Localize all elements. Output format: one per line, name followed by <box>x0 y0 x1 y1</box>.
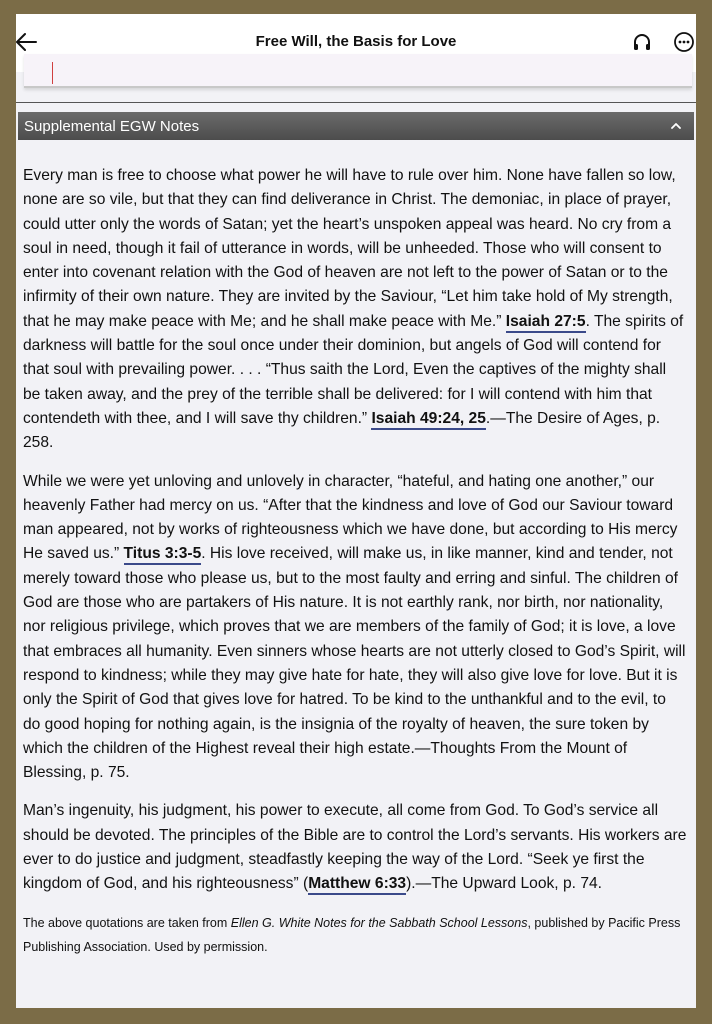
more-options-icon[interactable] <box>672 30 696 54</box>
footnote-text: The above quotations are taken from <box>23 915 231 930</box>
paragraph-3 <box>23 799 687 896</box>
footnote-text: , published by Pacific Press Publishing Association. Used by permission. <box>23 915 681 954</box>
paragraph-text: While we were yet unloving and unlovely in character, “hateful, and hating one another,” our heavenly Father had mercy on us. “After that the kindness and love of God our Saviour toward man appeared, not by works of righteousness which we have done, but according to His mercy He saved us.” <box>23 472 678 563</box>
paragraph-2 <box>23 470 687 786</box>
scripture-link-isaiah-27-5[interactable]: Isaiah 27:5 <box>506 313 586 333</box>
chevron-up-icon[interactable] <box>668 118 684 134</box>
section-title: Supplemental EGW Notes <box>24 118 200 135</box>
attribution-footnote <box>23 911 687 959</box>
divider <box>16 102 696 103</box>
scripture-link-isaiah-49-24[interactable]: Isaiah 49:24, 25 <box>371 410 485 430</box>
footnote-book-title: Ellen G. White Notes for the Sabbath School Lessons <box>230 915 528 930</box>
supplemental-notes-header[interactable] <box>18 112 694 140</box>
paragraph-text: . His love received, will make us, in like manner, kind and tender, not merely toward those who please us, but to the most faulty and erring and sinful. The children of God are those who are partakers of His nature. It is not earthly rank, nor birth, nor nationality, nor religious privilege, which proves that we are members of the family of God; it is love, a love that embraces all humanity. Even sinners whose hearts are not utterly closed to God’s Spirit, will respond to kindness; while they may give hate for hate, they will also give love for love. But it is only the Spirit of God that gives love for hatred. To be kind to the unthankful and to the evil, to do good hoping for nothing again, is the insignia of the royalty of heaven, the sure token by which the children of the Highest reveal their high estate.—Thoughts From the Mount of Blessing, p. 75. <box>23 545 686 782</box>
notes-content <box>23 164 687 973</box>
paragraph-text: . The spirits of darkness will battle for the soul once under their dominion, but angels of God will contend for that soul with prevailing power. . . . “Thus saith the Lord, Even the captives of the mighty shall be taken away, and the prey of the terrible shall be delivered: for I will contend with him that contendeth with thee, and I will save thy children.” <box>23 312 684 427</box>
paragraph-text: Every man is free to choose what power he will have to rule over him. None have fallen so low, none are so vile, but that they can find deliverance in Christ. The demoniac, in place of prayer, could utter only the words of Satan; yet the heart’s unspoken appeal was heard. No cry from a soul in need, though it fail of utterance in words, will be unheeded. Those who will consent to enter into covenant relation with the God of heaven are not left to the power of Satan or to the infirmity of their own nature. They are invited by the Saviour, “Let him take hold of My strength, that he may make peace with Me; and he shall make peace with Me.” <box>23 167 676 330</box>
page-title: Free Will, the Basis for Love <box>255 33 457 50</box>
paragraph-1 <box>23 164 687 456</box>
scripture-link-titus-3-3[interactable]: Titus 3:3-5 <box>124 545 202 565</box>
lesson-card <box>16 14 696 1008</box>
paragraph-text: .—The Desire of Ages, p. 258. <box>23 409 661 452</box>
text-caret <box>52 62 53 84</box>
paragraph-text: Man’s ingenuity, his judgment, his power to execute, all come from God. To God’s service all should be devoted. The principles of the Bible are to control the Lord’s servants. His workers are ever to do justice and judgment, steadfastly keeping the way of the Lord. “Seek ye first the kingdom of God, and his righteousness” ( <box>23 802 687 893</box>
headphones-icon[interactable] <box>630 30 654 54</box>
scripture-link-matthew-6-33[interactable]: Matthew 6:33 <box>308 875 406 895</box>
notes-input-area[interactable] <box>24 54 692 88</box>
paragraph-text: ).—The Upward Look, p. 74. <box>406 875 602 893</box>
